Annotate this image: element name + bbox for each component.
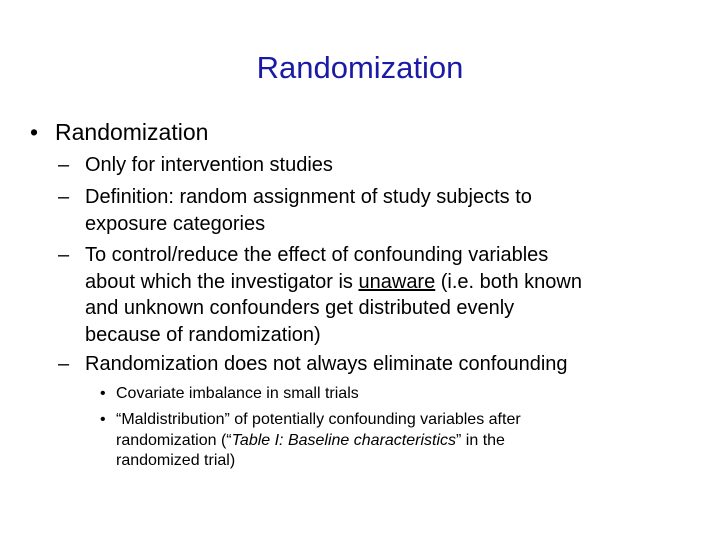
sub-sub-item-text xyxy=(116,410,676,472)
sub-item-fragment: (i.e. both known xyxy=(435,270,582,293)
sub-sub-item-line xyxy=(116,431,676,452)
sub-item-line: Randomization does not always eliminate confounding xyxy=(85,353,568,375)
dash-marker: – xyxy=(58,154,70,176)
sub-item-text xyxy=(85,152,685,179)
sub-item-line: exposure categories xyxy=(85,212,266,235)
dash-marker: – xyxy=(58,244,70,266)
sub-sub-item-fragment: ” in the xyxy=(456,431,505,449)
sub-sub-item-text: Covariate imbalance in small trials xyxy=(116,385,359,402)
sub-item-line: and unknown confounders get distributed evenly xyxy=(85,297,515,319)
italic-phrase: Table I: Baseline characteristics xyxy=(231,431,457,449)
sub-item-line: because of randomization) xyxy=(85,323,321,346)
dash-marker: – xyxy=(58,353,70,375)
sub-item-text xyxy=(85,184,685,237)
sub-item-text xyxy=(85,242,685,348)
sub-sub-item-line: “Maldistribution” of potentially confounding variables after xyxy=(116,411,521,428)
bullet-marker: • xyxy=(100,385,106,402)
bullet-marker: • xyxy=(100,411,106,428)
sub-item-line: To control/reduce the effect of confounding variables xyxy=(85,244,549,266)
sub-item-text xyxy=(85,351,685,378)
sub-item-line: Definition: random assignment of study subjects to xyxy=(85,186,532,208)
dash-marker: – xyxy=(58,186,70,208)
sub-item-line xyxy=(85,269,685,296)
slide-title: Randomization xyxy=(256,50,464,85)
sub-sub-item-line: randomized trial) xyxy=(116,452,236,469)
sub-sub-item-fragment: randomization (“ xyxy=(116,431,232,449)
sub-item-line: Only for intervention studies xyxy=(85,154,333,176)
underlined-word: unaware xyxy=(358,270,436,293)
bullet-marker: • xyxy=(30,119,39,145)
sub-item-fragment: about which the investigator is xyxy=(85,270,359,293)
bullet-text: Randomization xyxy=(55,119,209,145)
